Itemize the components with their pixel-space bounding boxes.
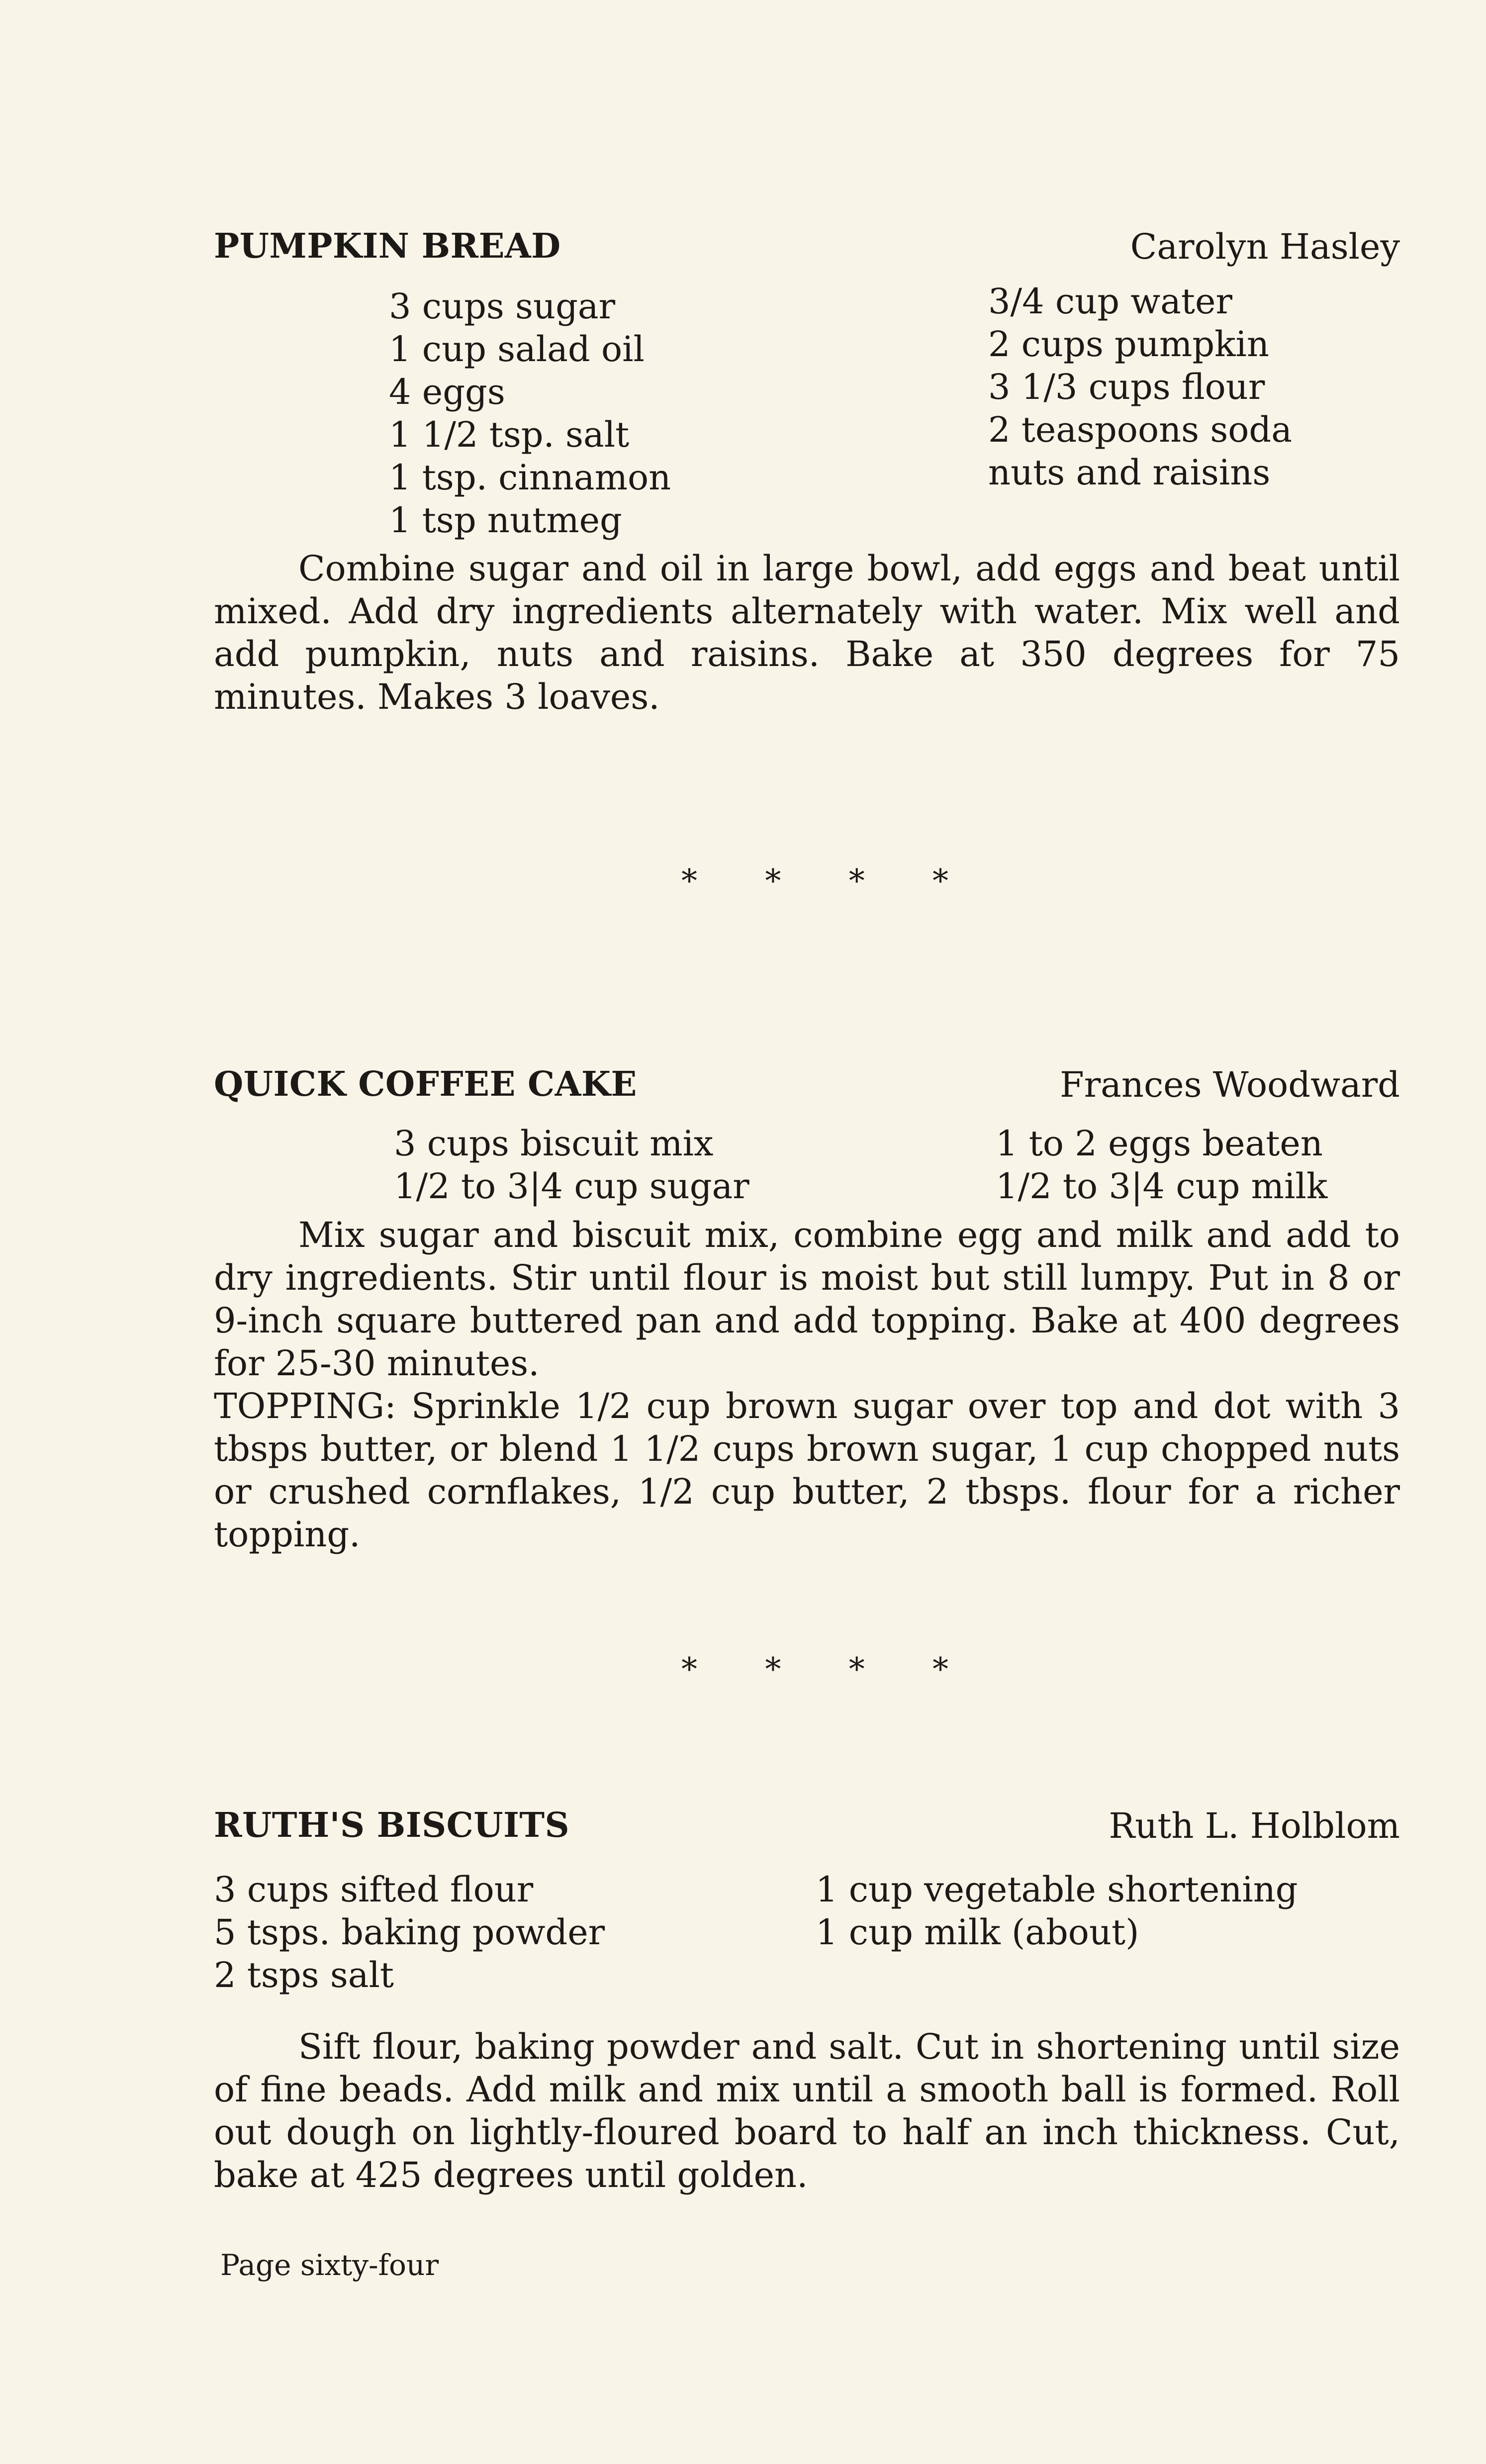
ingredient: 1 1/2 tsp. salt <box>389 414 630 455</box>
ingredient: 2 cups pumpkin <box>988 324 1270 365</box>
recipe-header <box>214 1805 1400 1855</box>
recipe-ruths-biscuits <box>214 1805 1400 2213</box>
recipe-directions: Mix sugar and biscuit mix, combine egg and milk and add to dry ingredients. Stir until flour is moist but still lumpy. Put in 8 or 9-inch square buttered pan and add topping. Bake at 400 degrees for 25-30 minutes. <box>214 1215 1400 1384</box>
ingredient: 5 tsps. baking powder <box>214 1912 605 1953</box>
recipe-topping: TOPPING: Sprinkle 1/2 cup brown sugar over top and dot with 3 tbsps butter, or blend 1 1/2 cups brown sugar, 1 cup chopped nuts or crushed cornflakes, 1/2 cup butter, 2 tbsps. flour for a richer topping. <box>214 1386 1400 1555</box>
recipe-quick-coffee-cake <box>214 1064 1400 1562</box>
recipe-pumpkin-bread <box>214 226 1400 734</box>
ingredient: 2 teaspoons soda <box>988 409 1292 450</box>
ingredient: 1 tsp. cinnamon <box>389 457 671 498</box>
ingredient: 3 cups sugar <box>389 286 616 327</box>
recipe-title: QUICK COFFEE CAKE <box>214 1064 637 1104</box>
ingredient: nuts and raisins <box>988 452 1271 493</box>
recipe-header <box>214 226 1400 276</box>
ingredient: 3 cups biscuit mix <box>394 1123 714 1164</box>
ingredients-right <box>816 1868 1298 1954</box>
ingredient: 2 tsps salt <box>214 1955 394 1995</box>
recipe-directions: Combine sugar and oil in large bowl, add eggs and beat until mixed. Add dry ingredients alternately with water. Mix well and add pumpkin, nuts and raisins. Bake at 350 degrees for 75 minutes. Makes 3 loaves. <box>214 548 1400 717</box>
ingredient: 3 cups sifted flour <box>214 1869 534 1910</box>
ingredient: 1/2 to 3|4 cup sugar <box>394 1166 749 1207</box>
recipe-author: Ruth L. Holblom <box>1109 1805 1400 1846</box>
ingredient: 1 cup milk (about) <box>816 1912 1139 1953</box>
recipe-title: RUTH'S BISCUITS <box>214 1805 570 1845</box>
recipe-author: Carolyn Hasley <box>1130 226 1400 267</box>
recipe-title: PUMPKIN BREAD <box>214 226 561 266</box>
recipe-author: Frances Woodward <box>1060 1064 1400 1105</box>
ingredients-right <box>988 280 1292 494</box>
ingredients-left <box>389 285 671 542</box>
ingredients-left <box>394 1122 749 1208</box>
ingredient: 1/2 to 3|4 cup milk <box>996 1166 1328 1207</box>
ingredient: 3 1/3 cups flour <box>988 367 1265 407</box>
ingredient: 1 to 2 eggs beaten <box>996 1123 1323 1164</box>
ingredient: 4 eggs <box>389 372 505 412</box>
section-separator: * * * * <box>681 863 978 900</box>
ingredients-left <box>214 1868 605 1996</box>
page-number: Page sixty-four <box>220 2248 439 2282</box>
ingredient: 1 tsp nutmeg <box>389 500 622 541</box>
ingredient: 1 cup vegetable shortening <box>816 1869 1298 1910</box>
ingredient: 1 cup salad oil <box>389 329 645 370</box>
section-separator: * * * * <box>681 1651 978 1688</box>
ingredients-right <box>996 1122 1327 1208</box>
recipe-directions: Sift flour, baking powder and salt. Cut in shortening until size of fine beads. Add milk and mix until a smooth ball is formed. Roll out dough on lightly-floured board to half an inch thickness. Cut, bake at 425 degrees until golden. <box>214 2026 1400 2195</box>
ingredient: 3/4 cup water <box>988 281 1232 322</box>
recipe-header <box>214 1064 1400 1114</box>
